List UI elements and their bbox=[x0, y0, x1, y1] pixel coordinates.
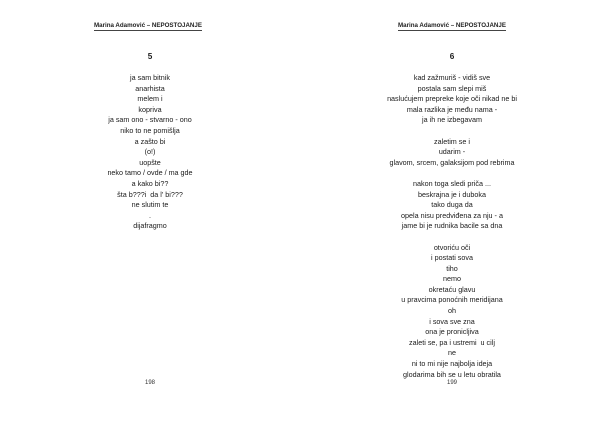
poem-line: i postati sova bbox=[431, 253, 473, 263]
poem-line bbox=[352, 232, 552, 243]
poem-line: i sova sve zna bbox=[429, 316, 475, 326]
poem-line: (o!) bbox=[144, 147, 156, 157]
poem-line: naslućujem prepreke koje oči nikad ne bi bbox=[387, 94, 517, 104]
poem-number: 5 bbox=[147, 52, 153, 61]
poem-line: u pravcima ponoćnih meridijana bbox=[401, 295, 503, 305]
poem-line: glavom, srcem, galaksijom pod rebrima bbox=[389, 157, 515, 167]
poem-line: okretaću glavu bbox=[428, 284, 476, 294]
poem-line: ni to mi nije najbolja ideja bbox=[411, 359, 493, 369]
poem-line: tako duga da bbox=[431, 200, 473, 210]
page-footer-number: 199 bbox=[446, 380, 457, 386]
poem-line: nemo bbox=[443, 274, 461, 284]
poem-line: a kako bi?? bbox=[131, 178, 169, 188]
poem-number: 6 bbox=[449, 52, 455, 61]
page-header: Marina Adamović – NEPOSTOJANJE bbox=[398, 22, 506, 29]
poem-line: otvoriću oči bbox=[433, 242, 471, 252]
poem-line: kopriva bbox=[138, 104, 162, 114]
poem-text bbox=[50, 73, 250, 232]
poem-line: ja sam ono - stvarno - ono bbox=[108, 115, 192, 125]
poem-line: beskrajna je i duboka bbox=[418, 189, 486, 199]
right-page bbox=[300, 0, 600, 425]
page-footer-number: 198 bbox=[144, 380, 155, 386]
poem-line: šta b???i da l' bi??? bbox=[117, 189, 183, 199]
poem-text bbox=[352, 73, 552, 380]
poem-line: ne slutim te bbox=[131, 200, 169, 210]
poem-line: zaleti se, pa i ustremi u cilj bbox=[409, 337, 495, 347]
poem-line: melem i bbox=[137, 94, 163, 104]
poem-line: niko to ne pomišlja bbox=[120, 125, 180, 135]
poem-line: . bbox=[149, 210, 151, 220]
poem-line: ne bbox=[448, 348, 456, 358]
poem-line: ja ih ne izbegavam bbox=[422, 115, 482, 125]
poem-line: a zašto bi bbox=[134, 136, 166, 146]
poem-line bbox=[352, 126, 552, 137]
poem-line: mala razlika je među nama - bbox=[406, 104, 498, 114]
poem-line: nakon toga sledi priča ... bbox=[413, 178, 491, 188]
poem-line: oh bbox=[448, 306, 456, 316]
poem-line: anarhista bbox=[135, 83, 165, 93]
poem-line: neko tamo / ovde / ma gde bbox=[107, 168, 193, 178]
poem-line: tiho bbox=[446, 263, 458, 273]
poem-line: postala sam slepi miš bbox=[417, 83, 487, 93]
poem-line: glodarima bih se u letu obratila bbox=[403, 369, 501, 379]
poem-line: ja sam bitnik bbox=[130, 73, 170, 82]
poem-line: uopšte bbox=[139, 157, 161, 167]
poem-line: opela nisu predviđena za nju - a bbox=[401, 210, 503, 220]
poem-line: ona je pronicljiva bbox=[425, 327, 479, 337]
poem-line: kad zažmuriš - vidiš sve bbox=[413, 73, 491, 82]
poem-line: zaletim se i bbox=[434, 136, 470, 146]
page-header: Marina Adamović – NEPOSTOJANJE bbox=[94, 22, 202, 29]
poem-line: dijafragmo bbox=[133, 221, 167, 231]
poem-line: udarim - bbox=[438, 147, 466, 157]
poem-line: jame bi je rudnika bacile sa dna bbox=[401, 221, 503, 231]
poem-line bbox=[352, 168, 552, 179]
